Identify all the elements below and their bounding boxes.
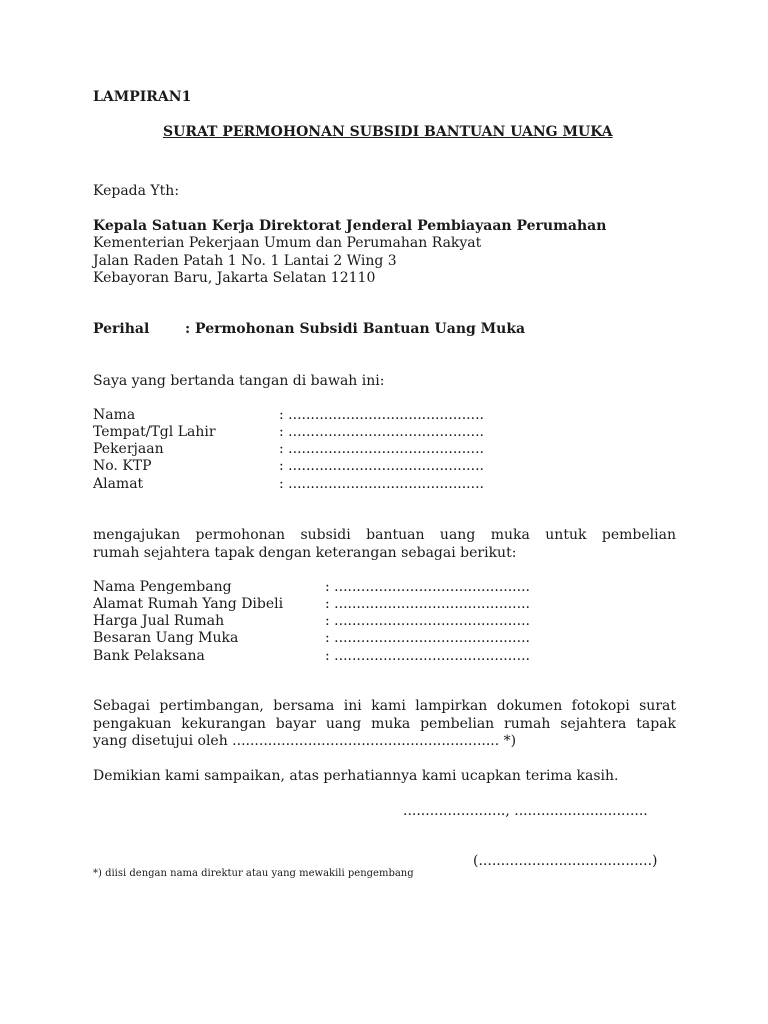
field-value-no-ktp: : ............................................ <box>279 458 484 474</box>
field-value-alamat: : ............................................ <box>279 476 484 492</box>
footnote: *) diisi dengan nama direktur atau yang mewakili pengembang <box>93 868 414 879</box>
perihal-label: Perihal <box>93 321 150 337</box>
field-label-pekerjaan: Pekerjaan <box>93 441 164 457</box>
perihal-value: : Permohonan Subsidi Bantuan Uang Muka <box>185 321 526 337</box>
field-label-alamat-rumah: Alamat Rumah Yang Dibeli <box>93 596 284 612</box>
consideration-line-3: yang disetujui oleh ............................................................ *) <box>93 733 517 749</box>
field-label-nama: Nama <box>93 407 136 423</box>
field-label-bank-pelaksana: Bank Pelaksana <box>93 648 205 664</box>
intro-text: Saya yang bertanda tangan di bawah ini: <box>93 373 385 389</box>
closing-text: Demikian kami sampaikan, atas perhatiannya kami ucapkan terima kasih. <box>93 768 619 784</box>
signature-field: (.......................................) <box>473 853 658 869</box>
field-label-besaran-uang-muka: Besaran Uang Muka <box>93 630 239 646</box>
document-title: SURAT PERMOHONAN SUBSIDI BANTUAN UANG MUKA <box>163 124 613 140</box>
lampiran-label: LAMPIRAN1 <box>93 89 192 105</box>
field-label-no-ktp: No. KTP <box>93 458 152 474</box>
recipient-line-4: Kebayoran Baru, Jakarta Selatan 12110 <box>93 270 376 286</box>
field-value-alamat-rumah: : ............................................ <box>325 596 530 612</box>
place-date-field: ......................., .............................. <box>403 803 648 819</box>
recipient-greeting: Kepada Yth: <box>93 183 180 199</box>
field-value-nama: : ............................................ <box>279 407 484 423</box>
field-label-nama-pengembang: Nama Pengembang <box>93 579 232 595</box>
field-value-pekerjaan: : ............................................ <box>279 441 484 457</box>
recipient-line-1: Kepala Satuan Kerja Direktorat Jenderal Pembiayaan Perumahan <box>93 218 607 234</box>
request-line-1: mengajukan permohonan subsidi bantuan uang muka untuk pembelian <box>93 527 676 543</box>
consideration-line-2: pengakuan kekurangan bayar uang muka pembelian rumah sejahtera tapak <box>93 716 676 732</box>
field-value-tempat-tgl-lahir: : ............................................ <box>279 424 484 440</box>
field-label-tempat-tgl-lahir: Tempat/Tgl Lahir <box>93 424 216 440</box>
field-label-alamat: Alamat <box>93 476 144 492</box>
field-value-bank-pelaksana: : ............................................ <box>325 648 530 664</box>
recipient-line-2: Kementerian Pekerjaan Umum dan Perumahan Rakyat <box>93 235 482 251</box>
request-line-2: rumah sejahtera tapak dengan keterangan sebagai berikut: <box>93 545 517 561</box>
recipient-line-3: Jalan Raden Patah 1 No. 1 Lantai 2 Wing 3 <box>93 253 397 269</box>
field-value-besaran-uang-muka: : ............................................ <box>325 630 530 646</box>
field-value-harga-jual: : ............................................ <box>325 613 530 629</box>
consideration-line-1: Sebagai pertimbangan, bersama ini kami lampirkan dokumen fotokopi surat <box>93 698 676 714</box>
field-value-nama-pengembang: : ............................................ <box>325 579 530 595</box>
field-label-harga-jual: Harga Jual Rumah <box>93 613 225 629</box>
